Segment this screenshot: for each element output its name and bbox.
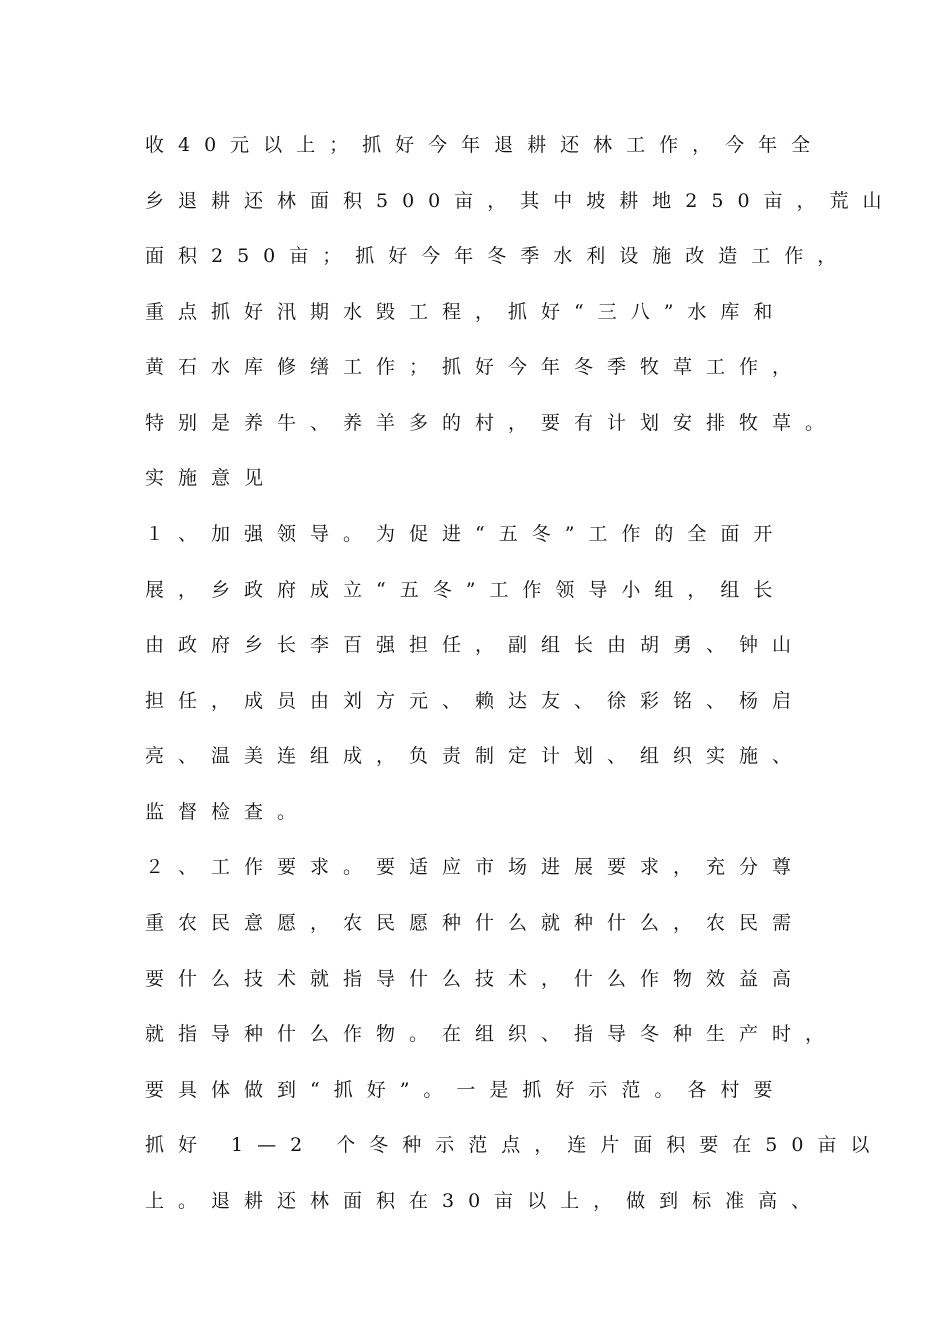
text-line: 重点抓好汛期水毁工程，抓好“三八”水库和 xyxy=(145,301,787,323)
text-line: 特别是养牛、养羊多的村，要有计划安排牧草。 xyxy=(145,412,839,434)
text-line: 就指导种什么作物。在组织、指导冬种生产时， xyxy=(145,1023,839,1045)
text-line: 展，乡政府成立“五冬”工作领导小组，组长 xyxy=(145,579,787,601)
text-line: 抓好 1—2 个冬种示范点，连片面积要在50亩以 xyxy=(145,1134,884,1156)
text-line: 上。退耕还林面积在30亩以上，做到标准高、 xyxy=(145,1190,825,1212)
text-line: 黄石水库修缮工作；抓好今年冬季牧草工作， xyxy=(145,356,806,378)
text-line: 要什么技术就指导什么技术，什么作物效益高 xyxy=(145,968,806,990)
text-line: 监督检查。 xyxy=(145,801,311,823)
section-heading: 实施意见 xyxy=(145,467,278,489)
text-line: 收40元以上；抓好今年退耕还林工作，今年全 xyxy=(145,134,825,156)
text-line: 亮、温美连组成，负责制定计划、组织实施、 xyxy=(145,745,806,767)
text-line: 重农民意愿，农民愿种什么就种什么，农民需 xyxy=(145,912,806,934)
text-line: 担任，成员由刘方元、赖达友、徐彩铭、杨启 xyxy=(145,690,806,712)
text-line: 由政府乡长李百强担任，副组长由胡勇、钟山 xyxy=(145,634,806,656)
text-line: １、加强领导。为促进“五冬”工作的全面开 xyxy=(145,523,787,545)
text-line: 面积250亩；抓好今年冬季水利设施改造工作， xyxy=(145,245,851,267)
text-line: ２、工作要求。要适应市场进展要求，充分尊 xyxy=(145,856,806,878)
text-line: 要具体做到“抓好”。一是抓好示范。各村要 xyxy=(145,1079,787,1101)
text-line: 乡退耕还林面积500亩，其中坡耕地250亩，荒山 xyxy=(145,190,896,212)
